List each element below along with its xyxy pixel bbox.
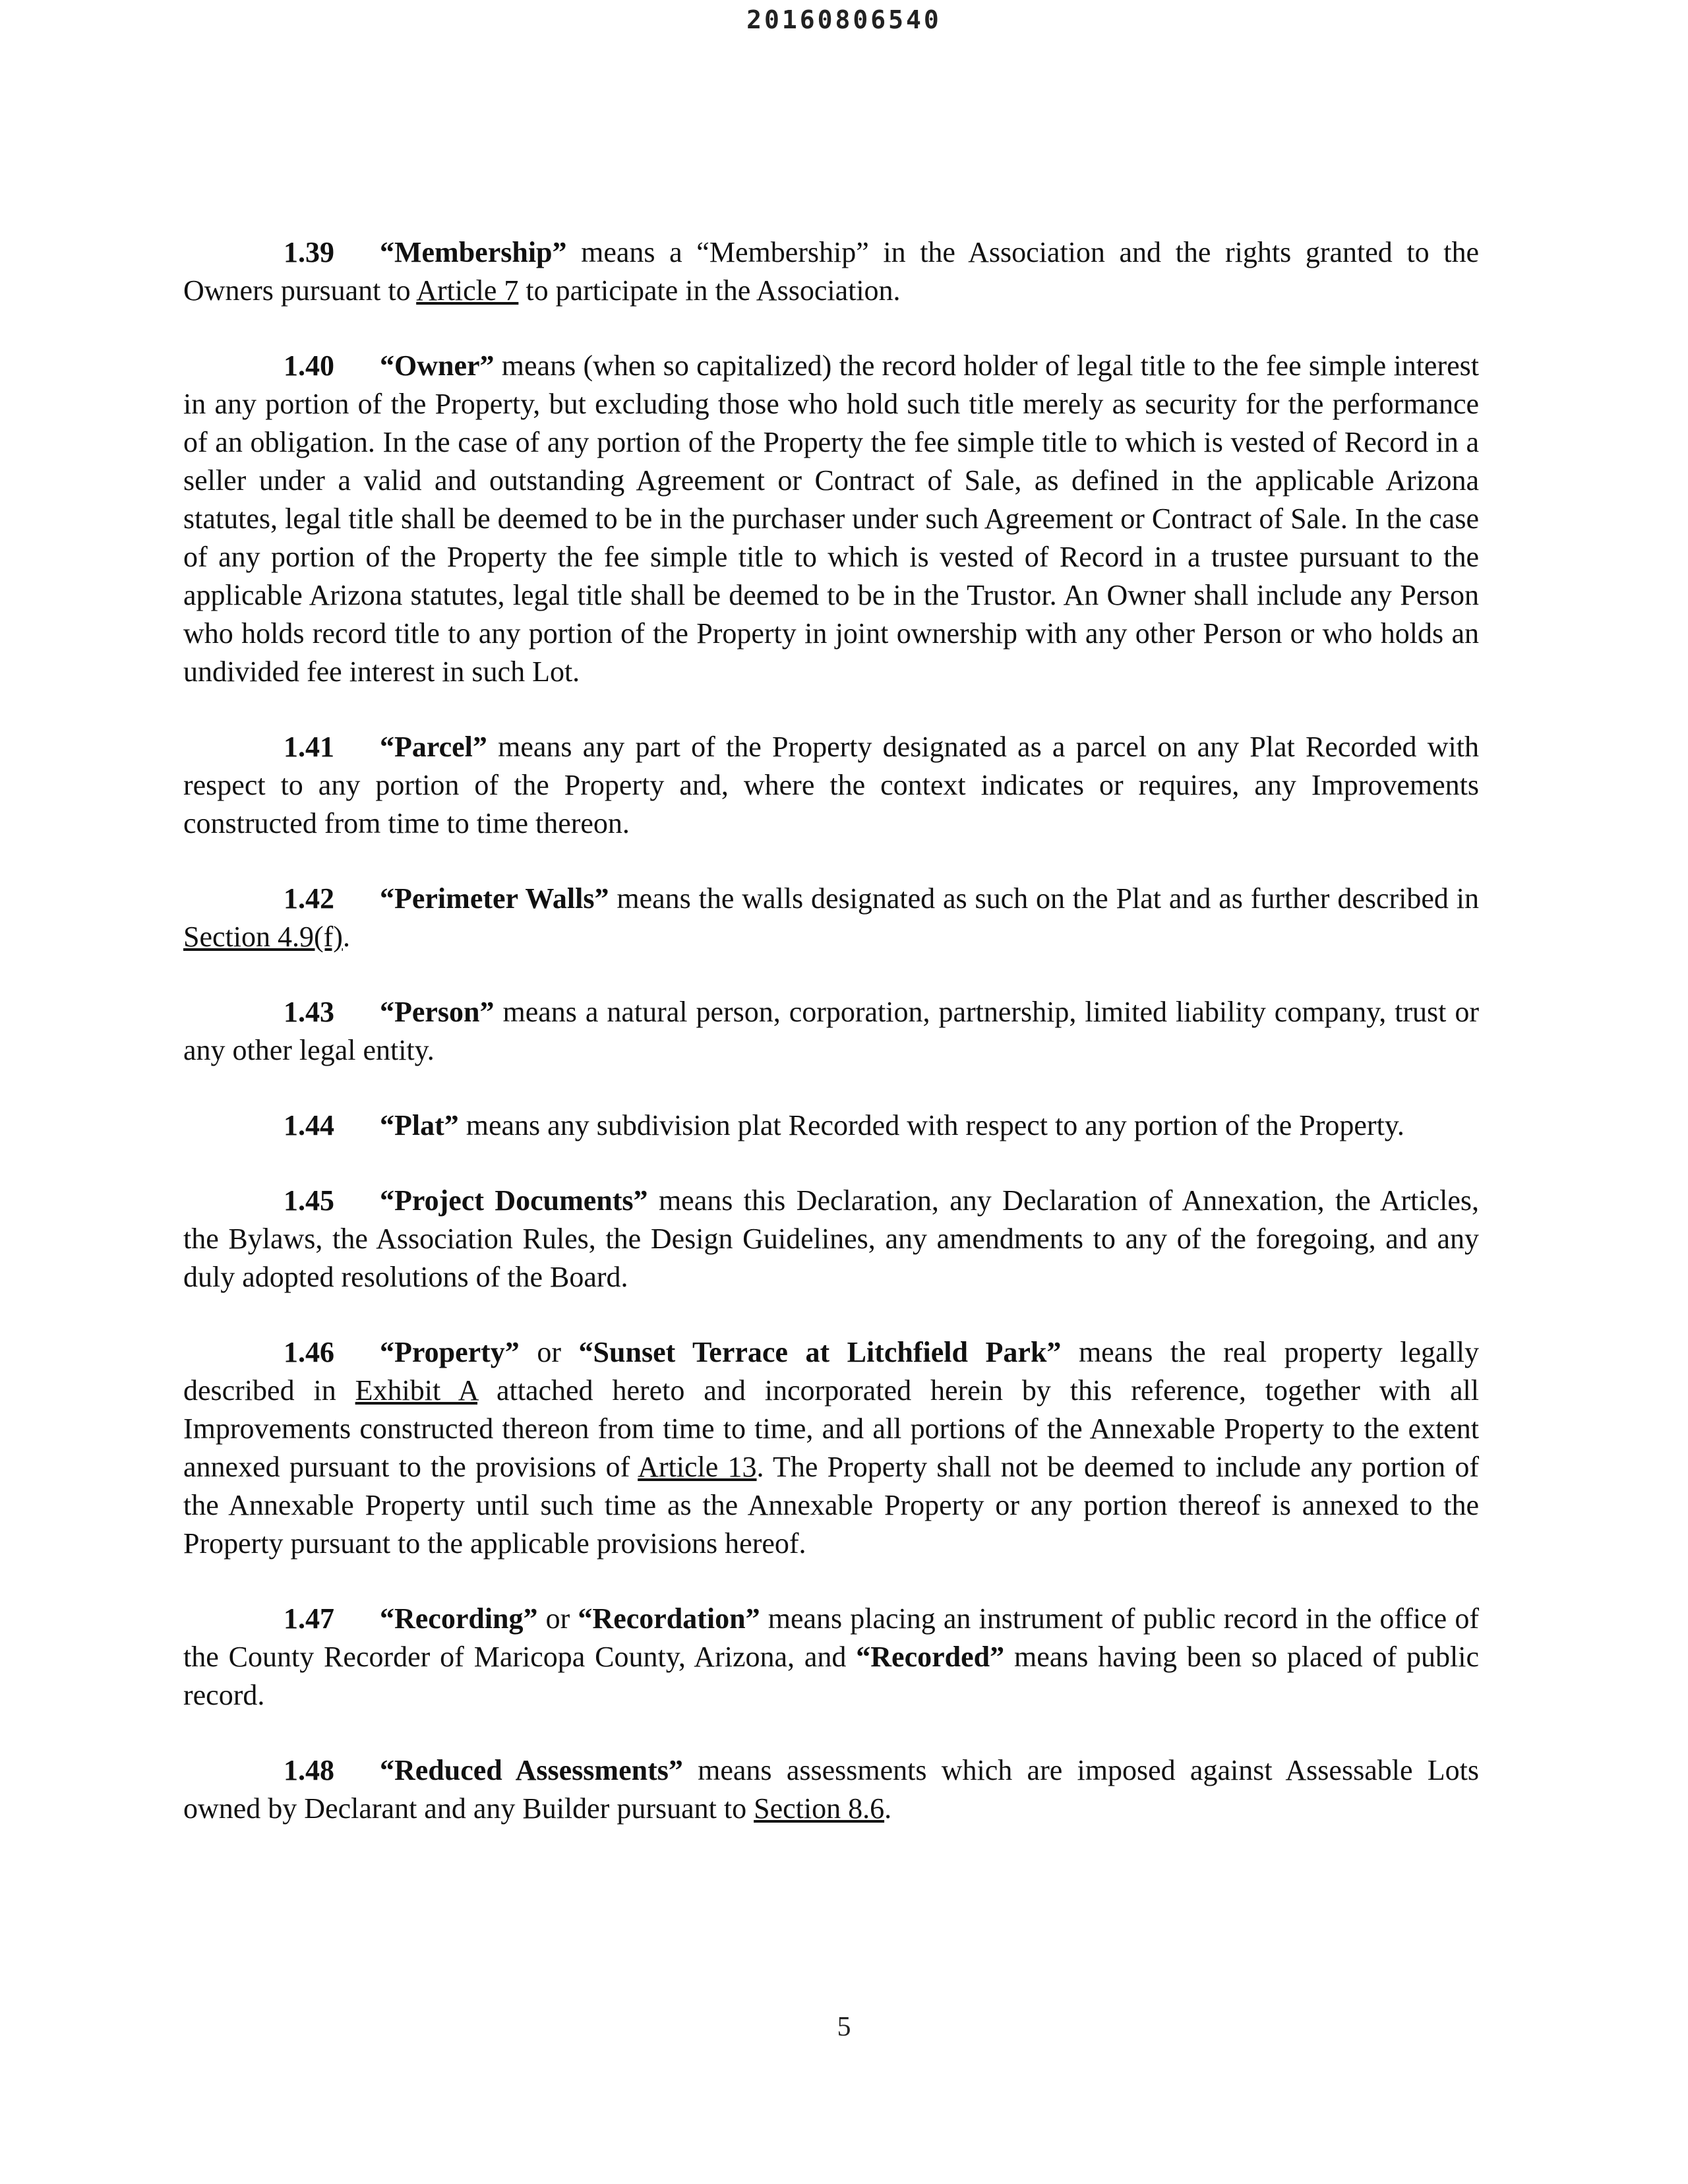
defined-term: “Reduced Assessments” xyxy=(380,1754,683,1786)
definitions-body xyxy=(183,233,1479,1865)
defined-term: “Recording” xyxy=(380,1602,538,1635)
defined-term: “Recordation” xyxy=(578,1602,760,1635)
definition-text: means placing an instrument of public record in the office of the County Recorder of Maricopa County, Arizona, and xyxy=(183,1602,1479,1673)
cross-reference: Article 13 xyxy=(638,1451,757,1483)
definition-text: to participate in the Association. xyxy=(518,274,901,307)
defined-term: “Property” xyxy=(380,1336,520,1368)
defined-term: “Membership” xyxy=(380,236,567,268)
section-number: 1.42 xyxy=(284,882,334,915)
definition-text: . xyxy=(342,921,350,953)
definition-1-45 xyxy=(183,1182,1479,1296)
section-number: 1.46 xyxy=(284,1336,334,1368)
definition-1-42 xyxy=(183,880,1479,956)
definition-1-46 xyxy=(183,1333,1479,1563)
section-number: 1.47 xyxy=(284,1602,334,1635)
definition-text: means any part of the Property designated as a parcel on any Plat Recorded with respect to any portion of the Property and, where the context indicates or requires, any Improvements constructed from time to time thereon. xyxy=(183,731,1479,839)
cross-reference: Section 8.6 xyxy=(754,1792,885,1825)
definition-1-44 xyxy=(183,1107,1479,1145)
definition-text: means assessments which are imposed against Assessable Lots owned by Declarant and any Builder pursuant to xyxy=(183,1754,1479,1825)
section-number: 1.44 xyxy=(284,1109,334,1141)
definition-1-47 xyxy=(183,1600,1479,1714)
definition-text: or xyxy=(537,1602,578,1635)
definition-text: means the walls designated as such on the Plat and as further described in xyxy=(609,882,1479,915)
section-number: 1.48 xyxy=(284,1754,334,1786)
section-number: 1.45 xyxy=(284,1184,334,1217)
cross-reference: Article 7 xyxy=(416,274,519,307)
definition-text: or xyxy=(519,1336,579,1368)
section-number: 1.40 xyxy=(284,349,334,382)
defined-term: “Parcel” xyxy=(380,731,487,763)
defined-term: “Project Documents” xyxy=(380,1184,648,1217)
document-number: 20160806540 xyxy=(746,5,942,34)
definition-1-41 xyxy=(183,728,1479,843)
definition-text: means a natural person, corporation, partnership, limited liability company, trust or any other legal entity. xyxy=(183,996,1479,1066)
page-number: 5 xyxy=(837,2012,851,2042)
definition-1-40 xyxy=(183,347,1479,691)
definition-text: means this Declaration, any Declaration of Annexation, the Articles, the Bylaws, the Association Rules, the Design Guidelines, any amendments to any of the foregoing, and any duly adopted resolutions of the Board. xyxy=(183,1184,1479,1293)
definition-1-43 xyxy=(183,993,1479,1070)
defined-term: “Plat” xyxy=(380,1109,459,1141)
defined-term: “Recorded” xyxy=(856,1641,1005,1673)
definition-text: attached hereto and incorporated herein by this reference, together with all Improvements constructed thereon from time to time, and all portions of the Annexable Property to the extent annexed pursuant to the provisions of xyxy=(183,1374,1479,1483)
definition-text: means a “Membership” in the Association and the rights granted to the Owners pursuant to xyxy=(183,236,1479,307)
defined-term: “Person” xyxy=(380,996,495,1028)
definition-text: . The Property shall not be deemed to include any portion of the Annexable Property until such time as the Annexable Property or any portion thereof is annexed to the Property pursuant to the applicable provisions hereof. xyxy=(183,1451,1480,1560)
section-number: 1.43 xyxy=(284,996,334,1028)
definition-1-39 xyxy=(183,233,1479,310)
section-number: 1.39 xyxy=(284,236,334,268)
defined-term: “Owner” xyxy=(380,349,495,382)
definition-text: . xyxy=(884,1792,892,1825)
cross-reference: Exhibit A xyxy=(355,1374,478,1407)
cross-reference: Section 4.9(f) xyxy=(183,921,343,953)
definition-text: means (when so capitalized) the record holder of legal title to the fee simple interest in any portion of the Property, but excluding those who hold such title merely as security for the performance of an obligation. In the case of any portion of the Property the fee simple title to which is vested of Record in a seller under a valid and outstanding Agreement or Contract of Sale, as defined in the applicable Arizona statutes, legal title shall be deemed to be in the purchaser under such Agreement or Contract of Sale. In the case of any portion of the Property the fee simple title to which is vested of Record in a trustee pursuant to the applicable Arizona statutes, legal title shall be deemed to be in the Trustor. An Owner shall include any Person who holds record title to any portion of the Property in joint ownership with any other Person or who holds an undivided fee interest in such Lot. xyxy=(183,349,1479,688)
definition-text: means the real property legally described in xyxy=(183,1336,1480,1407)
definition-text: means any subdivision plat Recorded with respect to any portion of the Property. xyxy=(458,1109,1404,1141)
defined-term: “Perimeter Walls” xyxy=(380,882,609,915)
section-number: 1.41 xyxy=(284,731,334,763)
definition-1-48 xyxy=(183,1751,1479,1828)
definition-text: means having been so placed of public record. xyxy=(183,1641,1479,1711)
defined-term: “Sunset Terrace at Litchfield Park” xyxy=(578,1336,1062,1368)
